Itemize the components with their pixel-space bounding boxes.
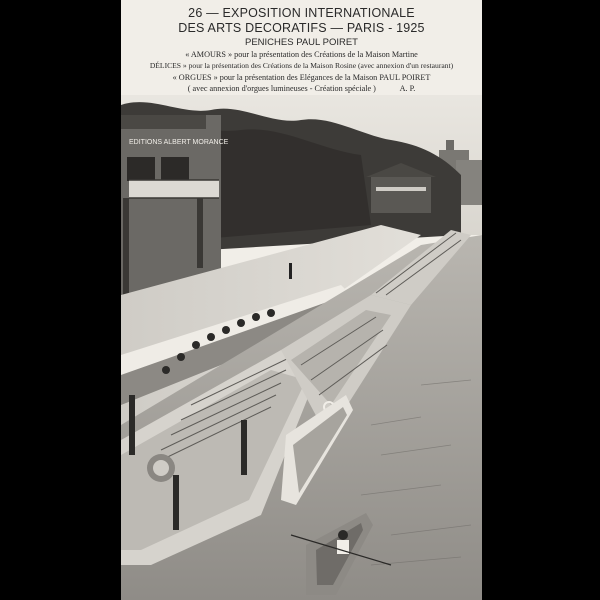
caption-amours: « AMOURS » pour la présentation des Créations de la Maison Martine (185, 50, 418, 59)
caption-orgues: « ORGUES » pour la présentation des Elégances de la Maison PAUL POIRET (172, 72, 431, 82)
caption-orgues-annex: ( avec annexion d'orgues lumineuses - Création spéciale ) (187, 84, 376, 94)
caption-signature: A. P. (399, 84, 416, 94)
caption-title: 26 — EXPOSITION INTERNATIONALE (188, 6, 415, 20)
caption-heading: PENICHES PAUL POIRET (245, 37, 358, 48)
caption-orgues-note (121, 83, 482, 94)
barges-photograph (121, 95, 482, 600)
caption-subtitle: DES ARTS DECORATIFS — PARIS - 1925 (178, 21, 425, 35)
building-sign: EDITIONS ALBERT MORANCE (129, 139, 229, 146)
photo-scene (121, 95, 482, 600)
postcard (121, 0, 482, 600)
pedestrian (289, 263, 292, 279)
caption-delices: DÉLICES » pour la présentation des Créations de la Maison Rosine (avec annexion d'un restaurant) (149, 61, 454, 71)
